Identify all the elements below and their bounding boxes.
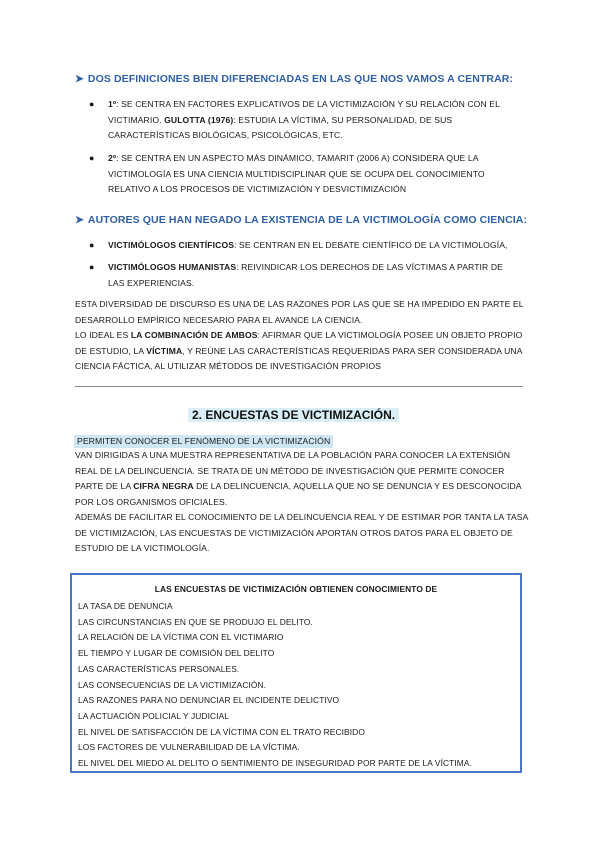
section-heading-definitions xyxy=(75,73,545,85)
diversity-paragraph: ESTA DIVERSIDAD DE DISCURSO ES UNA DE LAS RAZONES POR LAS QUE SE HA IMPEDIDO EN PARTE EL DESARROLLO EMPÍRICO NECESARIO PARA EL AVANCE LA CIENCIA. xyxy=(75,299,524,325)
list-item: LAS CARACTERÍSTICAS PERSONALES. xyxy=(78,663,240,674)
item-text: : SE CENTRA EN FACTORES EXPLICATIVOS DE LA VICTIMIZACIÓN Y SU RELACIÓN CON EL VICTIMARIO. xyxy=(108,99,500,125)
list-item: LA TASA DE DENUNCIA xyxy=(78,601,173,611)
item-lead: 2º xyxy=(108,153,117,163)
item-text: : SE CENTRAN EN EL DEBATE CIENTÍFICO DE LA VICTIMOLOGÍA, xyxy=(234,240,508,250)
item-text: : SE CENTRA EN UN ASPECTO MÁS DINÁMICO, TAMARIT (2006 A) CONSIDERA QUE LA VICTIMOLOGÍA ES UNA CIENCIA MULTIDISCIPLINAR QUE SE OCUPA DEL CONOCIMIENTO RELATIVO A LOS PROCESOS DE VICTIMIZACIÓN Y DESVICTIMIZACIÓN xyxy=(108,153,485,194)
para-text: : AFIRMAR QUE LA VICTIMOLOGÍA POSEE UN OBJETO PROPIO DE ESTUDIO, LA xyxy=(75,330,523,356)
item-bold: GULOTTA (1976) xyxy=(164,114,234,125)
ideal-paragraph xyxy=(75,328,530,375)
list-item: LA RELACIÓN DE LA VÍCTIMA CON EL VICTIMARIO xyxy=(78,632,284,643)
section-heading-authors xyxy=(75,214,545,226)
knowledge-box-title: LAS ENCUESTAS DE VICTIMIZACIÓN OBTIENEN CONOCIMIENTO DE xyxy=(154,584,438,594)
item-bold: VICTIMÓLOGOS HUMANISTAS xyxy=(108,262,237,272)
list-item: EL TIEMPO Y LUGAR DE COMISIÓN DEL DELITO xyxy=(78,648,275,659)
bullet-dot-icon: ● xyxy=(89,240,95,250)
para-bold: LA COMBINACIÓN DE AMBOS xyxy=(130,330,258,340)
definition-item-2 xyxy=(89,151,519,198)
para-text: DE LA DELINCUENCIA, AQUELLA QUE NO SE DENUNCIA Y ES DESCONOCIDA POR LOS ORGANISMOS OFICIALES. xyxy=(75,481,522,507)
list-item: LAS CIRCUNSTANCIAS EN QUE SE PRODUJO EL DELITO. xyxy=(78,616,313,627)
author-item-1 xyxy=(89,238,519,254)
arrow-bullet-icon: ➤ xyxy=(75,73,84,85)
section-heading-text: AUTORES QUE HAN NEGADO LA EXISTENCIA DE LA VICTIMOLOGÍA COMO CIENCIA: xyxy=(87,214,528,226)
item-text: : REIVINDICAR LOS DERECHOS DE LAS VÍCTIMAS A PARTIR DE LAS EXPERIENCIAS. xyxy=(108,262,503,288)
para-bold: CIFRA NEGRA xyxy=(133,481,194,491)
item-bold: VICTIMÓLOGOS CIENTÍFICOS xyxy=(108,240,235,250)
section-title-surveys: 2. ENCUESTAS DE VICTIMIZACIÓN. xyxy=(188,408,399,422)
item-text: : ESTUDIA LA VÍCTIMA, SU PERSONALIDAD, DE SUS CARACTERÍSTICAS BIOLÓGICAS, PSICOLÓGICAS, ETC. xyxy=(108,114,453,140)
para-text: VAN DIRIGIDAS A UNA MUESTRA REPRESENTATIVA DE LA POBLACIÓN PARA CONOCER LA EXTENSIÓN REAL DE LA DELINCUENCIA. SE TRATA DE UN MÉTODO DE INVESTIGACIÓN QUE PERMITE CONOCER PARTE DE LA xyxy=(75,450,511,491)
section-heading-text: DOS DEFINICIONES BIEN DIFERENCIADAS EN LAS QUE NOS VAMOS A CENTRAR: xyxy=(87,73,514,85)
list-item: LAS RAZONES PARA NO DENUNCIAR EL INCIDENTE DELICTIVO xyxy=(78,695,340,706)
para-text: LO IDEAL ES xyxy=(75,330,131,340)
list-item: LOS FACTORES DE VULNERABILIDAD DE LA VÍCTIMA. xyxy=(78,742,300,753)
bullet-dot-icon: ● xyxy=(89,153,95,163)
list-item: EL NIVEL DE SATISFACCIÓN DE LA VÍCTIMA CON EL TRATO RECIBIDO xyxy=(78,726,365,737)
surveys-paragraph-2: ADEMÁS DE FACILITAR EL CONOCIMIENTO DE LA DELINCUENCIA REAL Y DE ESTIMAR POR TANTA LA TASA DE VICTIMIZACIÓN, LAS ENCUESTAS DE VICTIMIZACIÓN APORTAN OTROS DATOS PARA EL OBJETO DE ESTUDIO DE LA VICTIMOLOGÍA. xyxy=(75,512,528,553)
arrow-bullet-icon: ➤ xyxy=(75,214,84,226)
bullet-dot-icon: ● xyxy=(89,99,95,109)
knowledge-list xyxy=(78,599,518,772)
bullet-dot-icon: ● xyxy=(89,262,95,272)
para-bold: VÍCTIMA xyxy=(146,345,183,356)
author-item-2 xyxy=(89,260,519,291)
list-item: LAS CONSECUENCIAS DE LA VICTIMIZACIÓN. xyxy=(78,679,267,690)
list-item: EL NIVEL DEL MIEDO AL DELITO O SENTIMIENTO DE INSEGURIDAD POR PARTE DE LA VÍCTIMA. xyxy=(78,758,472,769)
knowledge-box xyxy=(70,573,522,773)
definition-item-1 xyxy=(89,97,519,144)
item-lead: 1º xyxy=(108,99,117,109)
highlighted-subtitle: PERMITEN CONOCER EL FENÓMENO DE LA VICTIMIZACIÓN xyxy=(74,435,333,448)
list-item: LA ACTUACIÓN POLICIAL Y JUDICIAL xyxy=(78,710,230,721)
surveys-paragraph-1 xyxy=(75,448,530,510)
para-text: , Y REÚNE LAS CARACTERÍSTICAS REQUERIDAS PARA SER CONSIDERADA UNA CIENCIA FÁCTICA, AL UTILIZAR MÉTODOS DE INVESTIGACIÓN PROPIOS xyxy=(75,345,523,371)
horizontal-divider xyxy=(75,386,523,387)
